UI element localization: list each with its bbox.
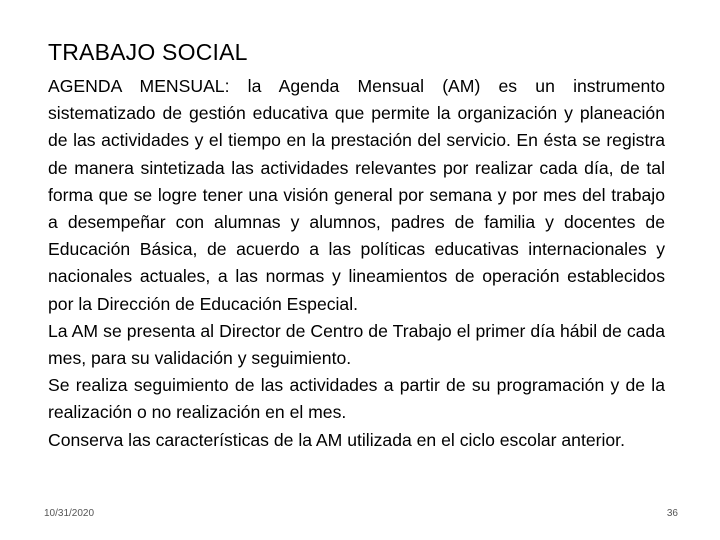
paragraph-conserva: Conserva las características de la AM utilizada en el ciclo escolar anterior.: [48, 429, 625, 450]
paragraph-agenda-mensual: AGENDA MENSUAL: la Agenda Mensual (AM) es un instrumento sistematizado de gestión educativa que permite la organización y planeación de las actividades y el tiempo en la prestación del servicio. En ésta se registra de manera sintetizada las actividades relevantes por realizar cada día, de tal forma que se logre tener una visión general por semana y por mes del trabajo a desempeñar con alumnas y alumnos, padres de familia y docentes de Educación Básica, de acuerdo a las políticas educativas internacionales y nacionales actuales, a las normas y lineamientos de operación establecidos por la Dirección de Educación Especial.: [48, 76, 665, 314]
slide-title: TRABAJO SOCIAL: [48, 39, 248, 65]
page-number: 36: [666, 508, 678, 519]
slide-body: [48, 73, 665, 454]
paragraph-presentacion: La AM se presenta al Director de Centro de Trabajo el primer día hábil de cada mes, para su validación y seguimiento.: [48, 320, 665, 369]
footer-date: 10/31/2020: [44, 508, 95, 519]
paragraph-seguimiento: Se realiza seguimiento de las actividades a partir de su programación y de la realización o no realización en el mes.: [48, 375, 665, 423]
